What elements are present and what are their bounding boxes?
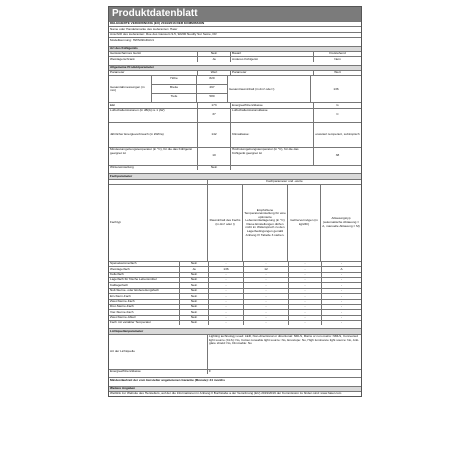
light-class-value: F <box>207 370 361 374</box>
compartment-freezing: - <box>288 300 321 304</box>
consumption-label: Jährlicher Energieverbrauch (in kWh/a) <box>110 131 164 136</box>
energy-class-label: Energieeffizienzklasse <box>230 103 313 107</box>
compartment-freezing: - <box>288 283 321 287</box>
compartment-freezing: - <box>288 262 321 266</box>
noise-class-value: C <box>313 109 361 122</box>
type-value: Nein <box>197 52 230 56</box>
empty-cell <box>109 180 207 184</box>
volume-value: 136 <box>310 76 361 102</box>
compartment-present: Nein <box>179 283 208 287</box>
compartment-present: Nein <box>179 273 208 277</box>
compartment-freezing: - <box>288 316 321 320</box>
light-type-label: Art der Lichtquelle <box>110 348 135 353</box>
model-id: Modellkennung: HWS49GDAU1 <box>110 38 155 42</box>
compartment-defrost: A <box>321 267 361 271</box>
dimensions-values <box>196 76 227 102</box>
dimension-name: Tiefe <box>170 93 178 98</box>
compartment-row <box>109 272 361 277</box>
more-info-header: Weitere Angaben <box>109 387 361 391</box>
compartment-temperature: - <box>243 278 288 282</box>
compartment-freezing: - <box>288 310 321 314</box>
column-header: Wert <box>197 71 230 75</box>
compartment-temperature: - <box>243 294 288 298</box>
supplier-name: Name oder Handelsmarke des Lieferanten: Haier <box>110 27 178 31</box>
type-label: Bauart <box>230 52 313 56</box>
light-type-value: Lighting technology used: LED, Non-directional or directional: NDLS, Mains or non-mains: NMLS, Connected light source (CLS): No, Colour-tuneable light source: No, Envelope: No, High luminance light source: No, Anti-glare shield: No, Dimmable: No <box>207 335 361 369</box>
compartment-row <box>109 299 361 304</box>
compartment-present: Nein <box>179 289 208 293</box>
col-volume: Rauminhalt des Fachs (in dm³ oder l) <box>207 185 242 261</box>
compartment-freezing: - <box>288 294 321 298</box>
compartment-volume: 136 <box>208 267 243 271</box>
col-temperature: Empfohlene Temperatureinstellung für eine optimierte Lebensmittellagerung (in °C) Diese Einstellungen dürfen nicht im Widerspruch zu den Lagerbedingungen gemäß Anhang IV Tabelle 3 stehen. <box>242 185 287 261</box>
eei-label: EEI <box>110 103 115 107</box>
compartment-freezing: - <box>288 305 321 309</box>
compartment-freezing: - <box>288 273 321 277</box>
type-value: Freistehend <box>313 52 361 56</box>
volume-label: Gesamtrauminhalt (in dm³ oder l) <box>227 76 310 102</box>
compartment-name: Lagerfach für frische Lebensmittel <box>110 278 157 282</box>
compartment-name: Weinlagerfach <box>110 267 130 271</box>
compartment-name: Fach mit variabler Temperatur <box>110 321 152 325</box>
lighting-section-header: Lichtquellenparameter <box>109 329 361 333</box>
compartment-temperature: - <box>243 289 288 293</box>
type-value: Ja <box>197 57 230 61</box>
column-header: Parameter <box>110 71 125 75</box>
column-header: Wert <box>313 71 361 75</box>
compartment-row <box>109 266 361 271</box>
compartment-present: Nein <box>179 310 208 314</box>
compartment-row <box>109 282 361 287</box>
column-header: Parameter <box>230 71 313 75</box>
noise-class-label: Luftschallemissionsklasse <box>230 109 313 122</box>
climate-label: Klimaklasse: <box>230 123 313 147</box>
compartments-group-header: Fachparameter und -werte <box>207 180 361 184</box>
winter-value: Nein <box>197 166 230 170</box>
warranty-text: Mindestlaufzeit der vom Hersteller angebotenen Garantie (Monate): 24 months <box>110 378 226 382</box>
dimension-name: Höhe <box>152 76 196 85</box>
supplier-address: Anschrift des Lieferanten: Rue des Giessers 9-5, 92200 Neuilly Sur Seine, FR <box>110 32 217 37</box>
compartment-row <box>109 277 361 282</box>
compartment-name: Ein-Stern-Fach <box>110 294 131 298</box>
compartment-defrost: - <box>321 278 361 282</box>
compartment-defrost: - <box>321 294 361 298</box>
compartment-freezing: - <box>288 321 321 325</box>
winter-label: Wintereinstellung <box>110 165 134 170</box>
compartment-row <box>109 320 361 325</box>
compartment-present: Nein <box>179 262 208 266</box>
compartment-temperature: - <box>243 283 288 287</box>
type-label: Weinlagerschrank <box>110 57 135 61</box>
compartment-temperature: - <box>243 321 288 325</box>
empty-cell <box>230 166 361 170</box>
type-value: Nein <box>313 57 361 61</box>
compartment-row <box>109 261 361 266</box>
min-temp-value: 10 <box>197 148 230 165</box>
params-section-header: Allgemeine Produktparameter <box>109 66 361 70</box>
dimension-value: 497 <box>197 85 227 94</box>
compartment-name: Vier-Sterne-Fach <box>110 310 134 314</box>
compartment-name: Kaltlagerfach <box>110 283 129 287</box>
product-data-sheet <box>108 6 362 397</box>
type-section-header: Art des Kühlgeräts <box>109 47 361 51</box>
dimensions-label: Gesamtabmessungen (in mm) <box>110 84 145 93</box>
max-temp-value: 38 <box>313 148 361 165</box>
compartment-defrost: - <box>321 300 361 304</box>
compartment-row <box>109 293 361 298</box>
type-label: Anderes Kühlgerät <box>230 57 313 61</box>
compartment-present: Nein <box>179 300 208 304</box>
compartment-temperature: - <box>243 273 288 277</box>
col-freezing: Gefriervermögen (in kg/24h) <box>287 185 320 261</box>
compartment-volume: - <box>208 278 243 282</box>
compartment-volume: - <box>208 294 243 298</box>
compartment-volume: - <box>208 316 243 320</box>
type-label: Geräuscharmes Gerät <box>110 51 141 56</box>
compartment-row <box>109 304 361 309</box>
compartment-freezing: - <box>288 267 321 271</box>
compartment-row <box>109 315 361 320</box>
compartment-name: Null-Sterne- oder Eisbereitungsfach <box>110 288 160 293</box>
compartment-freezing: - <box>288 289 321 293</box>
consumption-value: 142 <box>197 123 230 147</box>
compartment-name: Zwei-Sterne-Abteil <box>110 315 136 320</box>
compartment-volume: - <box>208 305 243 309</box>
max-temp-label: Höchstumgebungstemperatur (in °C), für die das Kühlgerät geeignet ist <box>230 148 313 165</box>
compartment-name: Drei-Sterne-Fach <box>110 304 134 309</box>
compartment-defrost: - <box>321 321 361 325</box>
compartment-present: Ja <box>179 267 208 271</box>
compartment-name: Kellerfach <box>110 272 124 277</box>
compartment-temperature: - <box>243 300 288 304</box>
compartment-volume: - <box>208 262 243 266</box>
sheet-title: Produktdatenblatt <box>109 7 361 21</box>
compartment-volume: - <box>208 273 243 277</box>
compartment-present: Nein <box>179 305 208 309</box>
col-defrost: Abtauungstyp (automatische Abtauung = A, manuelle Abtauung = M) <box>320 185 361 261</box>
compartment-defrost: - <box>321 262 361 266</box>
compartment-volume: - <box>208 310 243 314</box>
energy-class-value: G <box>313 103 361 107</box>
compartment-row <box>109 288 361 293</box>
compartment-defrost: - <box>321 289 361 293</box>
compartments-section-header: Fachparameter <box>109 174 361 178</box>
compartment-name: Zwei-Sterne-Fach <box>110 299 135 303</box>
compartment-present: Nein <box>179 321 208 325</box>
light-class-label: Energieeffizienzklasse <box>110 369 141 374</box>
dimension-name: Breite <box>152 85 196 94</box>
compartment-temperature: - <box>243 316 288 320</box>
compartment-volume: - <box>208 300 243 304</box>
compartment-freezing: - <box>288 278 321 282</box>
compartment-present: Nein <box>179 278 208 282</box>
col-compartment-type: Fachtyp <box>110 220 122 225</box>
compartment-temperature: - <box>243 310 288 314</box>
compartment-name: Speisekammerfach <box>110 261 137 266</box>
compartment-present: Nein <box>179 316 208 320</box>
dimension-value: 580 <box>209 93 215 98</box>
dimension-value: 820 <box>197 76 227 85</box>
noise-value: 37 <box>197 109 230 122</box>
compartment-defrost: - <box>321 305 361 309</box>
regulation-line: DELEGIERTE VERORDNUNG (EU) 2019/2016 DER KOMMISSION <box>110 22 205 26</box>
dimensions-names <box>151 76 196 102</box>
compartment-defrost: - <box>321 316 361 320</box>
compartment-defrost: - <box>321 273 361 277</box>
min-temp-label: Mindestumgebungstemperatur (in °C), für die das Kühlgerät geeignet ist <box>110 147 192 155</box>
compartment-rows <box>109 261 361 326</box>
compartment-temperature: 12 <box>243 267 288 271</box>
climate-value: erweitert temperiert, subtropisch <box>313 123 361 147</box>
compartment-temperature: - <box>243 305 288 309</box>
noise-label: Luftschallemissionen (in dB(A) re 1 pW) <box>110 108 165 113</box>
compartment-volume: - <box>208 289 243 293</box>
compartment-volume: - <box>208 283 243 287</box>
compartment-temperature: - <box>243 262 288 266</box>
compartment-present: Nein <box>179 294 208 298</box>
compartment-defrost: - <box>321 283 361 287</box>
compartment-row <box>109 309 361 314</box>
manufacturer-link[interactable]: Weblink zur Website des Herstellers, auf der die Informationen in Anhang II Buchstabe a der Verordnung (EU) 2019/2019 der Kommission zu finden sind: www.haier.com <box>110 391 342 396</box>
compartment-defrost: - <box>321 310 361 314</box>
eei-value: 173 <box>197 103 230 107</box>
compartment-volume: - <box>208 321 243 325</box>
